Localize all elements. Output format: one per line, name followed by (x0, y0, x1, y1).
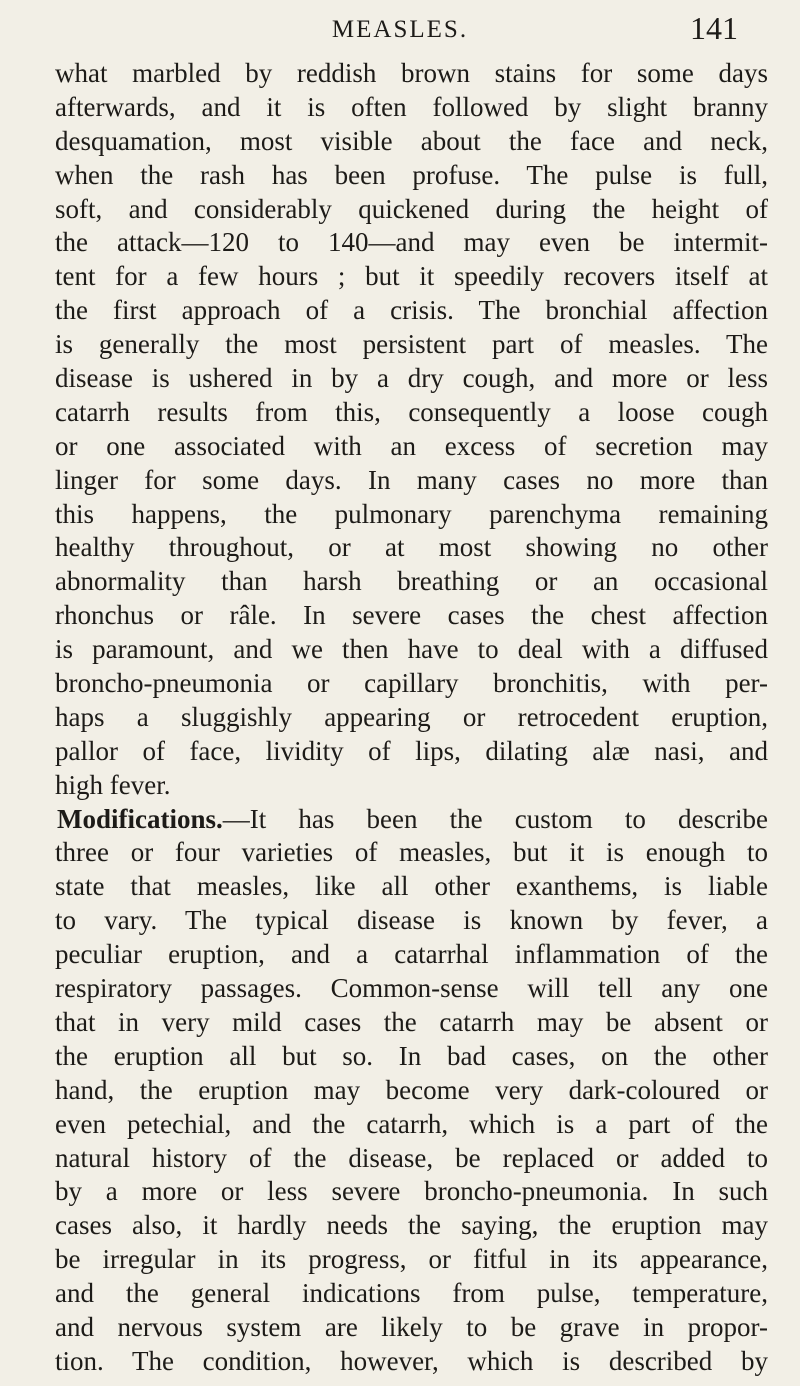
text-line: state that measles, like all other exanthems, is liable (55, 871, 768, 902)
text-line: linger for some days. In many cases no more than (55, 464, 768, 495)
text-line: what marbled by reddish brown stains for some days (55, 58, 768, 88)
text-line: the first approach of a crisis. The bronchial affection (55, 295, 768, 326)
text-line: pallor of face, lividity of lips, dilating alæ nasi, and (55, 735, 768, 766)
text-line: and the general indications from pulse, temperature, (55, 1278, 768, 1309)
text-line: by a more or less severe broncho-pneumonia. In such (55, 1176, 768, 1207)
text-line: respiratory passages. Common-sense will tell any one (55, 973, 768, 1004)
text-line: rhonchus or râle. In severe cases the chest affection (55, 600, 768, 631)
text-line: healthy throughout, or at most showing no other (55, 532, 768, 563)
text-line: is generally the most persistent part of measles. The (55, 329, 768, 360)
text-line: hand, the eruption may become very dark-coloured or (55, 1074, 768, 1105)
page-number: 141 (690, 10, 738, 46)
text-line: when the rash has been profuse. The pulse is full, (55, 159, 768, 190)
text-line: to vary. The typical disease is known by fever, a (55, 905, 768, 936)
text-line: or one associated with an excess of secretion may (55, 430, 768, 461)
paragraph-modifications (55, 803, 768, 1379)
text-line: this happens, the pulmonary parenchyma remaining (55, 498, 768, 529)
text-line: the eruption all but so. In bad cases, on the other (55, 1040, 768, 1071)
paragraph-bronchial-affection (55, 57, 768, 803)
text-line: disease is ushered in by a dry cough, and more or less (55, 363, 768, 394)
text-line: tent for a few hours ; but it speedily recovers itself at (55, 261, 768, 292)
text-line: is paramount, and we then have to deal with a diffused (55, 634, 768, 665)
text-line: afterwards, and it is often followed by slight branny (55, 91, 768, 122)
text-line: tion. The condition, however, which is described by (55, 1345, 768, 1376)
text-line: the attack—120 to 140—and may even be intermit- (55, 227, 768, 258)
text-line: that in very mild cases the catarrh may be absent or (55, 1006, 768, 1037)
text-line: soft, and considerably quickened during the height of (55, 193, 768, 224)
text-line: and nervous system are likely to be grave in propor- (55, 1311, 768, 1342)
text-line: peculiar eruption, and a catarrhal inflammation of the (55, 939, 768, 970)
section-run-in-heading: Modifications. (57, 803, 223, 834)
text-line: even petechial, and the catarrh, which is a part of the (55, 1108, 768, 1139)
text-line: catarrh results from this, consequently a loose cough (55, 396, 768, 427)
text-line (55, 803, 768, 837)
text-line: abnormality than harsh breathing or an occasional (55, 566, 768, 597)
text-line: broncho-pneumonia or capillary bronchitis, with per- (55, 668, 768, 699)
text-line-rest: —It has been the custom to describe (222, 803, 768, 834)
body-text (55, 57, 768, 1379)
text-line: be irregular in its progress, or fitful in its appearance, (55, 1244, 768, 1275)
text-line: three or four varieties of measles, but it is enough to (55, 837, 768, 868)
text-line: cases also, it hardly needs the saying, the eruption may (55, 1210, 768, 1241)
text-line: desquamation, most visible about the face and neck, (55, 125, 768, 156)
page-header (0, 8, 800, 58)
text-line: haps a sluggishly appearing or retrocedent eruption, (55, 701, 768, 732)
text-line: high fever. (55, 769, 171, 800)
text-line: natural history of the disease, be replaced or added to (55, 1142, 768, 1173)
running-head: MEASLES. (331, 16, 469, 43)
